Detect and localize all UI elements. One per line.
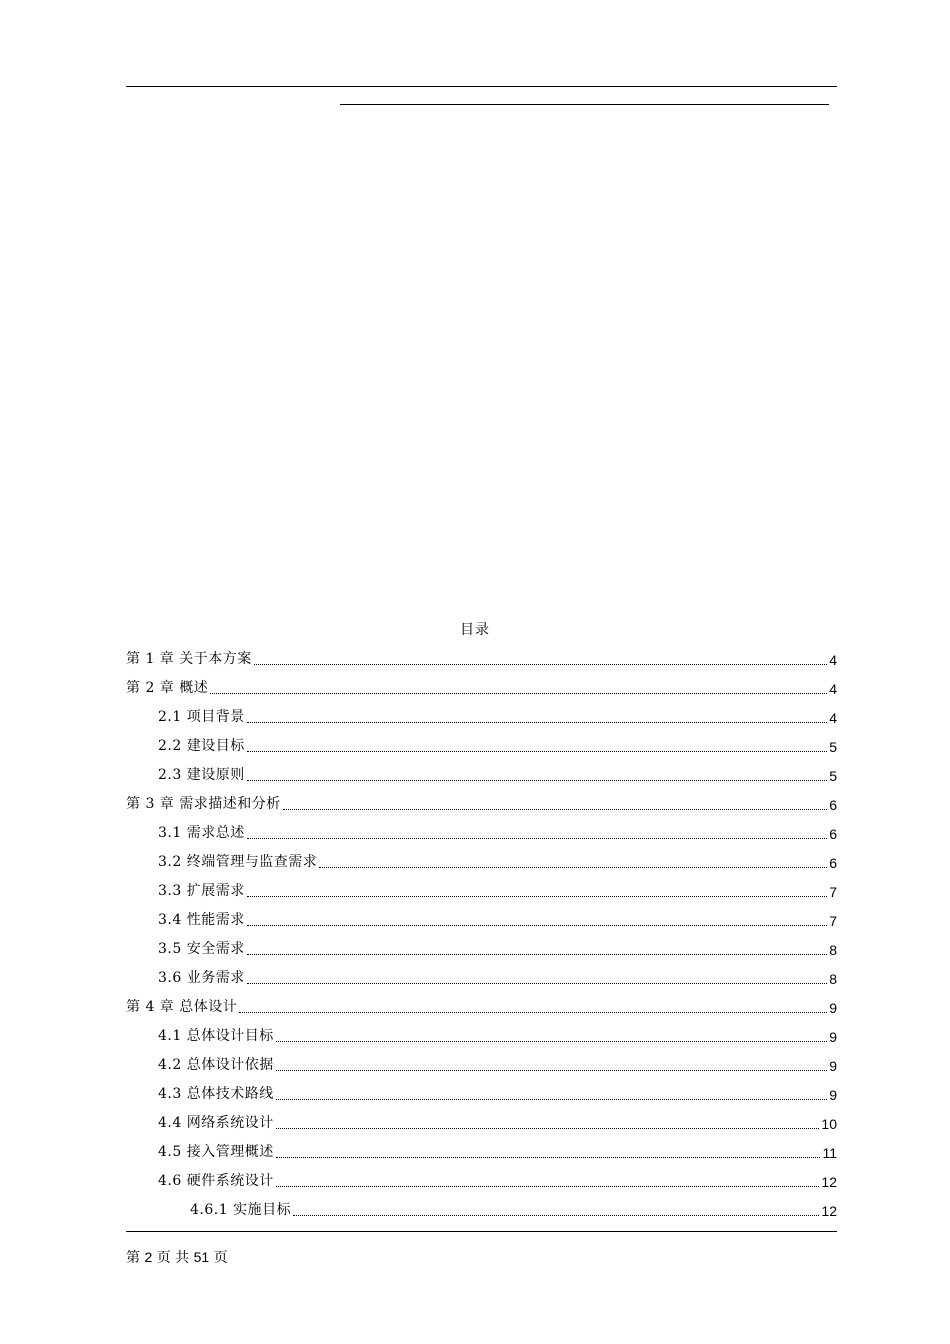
toc-entry-text: 4.4 网络系统设计 [158,1115,274,1131]
toc-entry[interactable] [126,702,837,731]
toc-entry[interactable] [126,1108,837,1137]
toc-entry-page: 12 [821,1203,837,1219]
toc-entry-page: 8 [829,971,837,987]
toc-entry[interactable] [126,963,837,992]
toc-entry[interactable] [126,876,837,905]
toc-entry[interactable] [126,789,837,818]
toc-entry-text: 2.1 项目背景 [158,709,245,725]
toc-leader-dots [239,1012,827,1013]
header-rule-second [340,104,829,105]
toc-entry-text: 第 2 章 概述 [126,680,209,696]
footer-rule [126,1231,837,1232]
toc-leader-dots [276,1041,827,1042]
toc-entry[interactable] [126,934,837,963]
footer-total-pages: 51 [193,1249,210,1265]
toc-entry[interactable] [126,1137,837,1166]
toc-entry-page: 9 [829,1029,837,1045]
toc-entry[interactable] [126,905,837,934]
page-footer [126,1247,228,1267]
toc-entry-text: 2.2 建设目标 [158,738,245,754]
toc-entry-page: 10 [821,1116,837,1132]
toc-entry-page: 9 [829,1087,837,1103]
toc-entry-page: 4 [829,710,837,726]
toc-entry-text: 3.6 业务需求 [158,970,245,986]
toc-entry[interactable] [126,673,837,702]
toc-entry-page: 7 [829,913,837,929]
toc-leader-dots [276,1070,827,1071]
toc-entry-text: 第 1 章 关于本方案 [126,651,252,667]
footer-middle: 页 共 [156,1250,190,1266]
toc-entry-text: 3.2 终端管理与监查需求 [158,854,318,870]
toc-entry-page: 9 [829,1058,837,1074]
toc-entry[interactable] [126,1021,837,1050]
toc-leader-dots [247,896,827,897]
toc-entry-page: 7 [829,884,837,900]
toc-title: 目录 [460,622,490,638]
toc-entry-text: 3.5 安全需求 [158,941,245,957]
toc-leader-dots [247,925,827,926]
toc-entry-page: 9 [829,1000,837,1016]
toc-leader-dots [247,751,827,752]
toc-entry-page: 4 [829,681,837,697]
toc-entry[interactable] [126,760,837,789]
toc-entry[interactable] [126,818,837,847]
header-rule-top [126,86,837,87]
toc-leader-dots [210,693,827,694]
toc-entry[interactable] [126,992,837,1021]
toc-leader-dots [276,1157,821,1158]
toc-leader-dots [293,1215,819,1216]
toc-leader-dots [319,867,827,868]
toc-entry-page: 4 [829,652,837,668]
toc-leader-dots [283,809,827,810]
toc-leader-dots [247,780,827,781]
toc-entry-text: 4.6.1 实施目标 [190,1202,292,1218]
table-of-contents [126,644,837,1224]
toc-leader-dots [247,722,827,723]
toc-leader-dots [276,1128,820,1129]
toc-leader-dots [254,664,827,665]
toc-entry-text: 第 3 章 需求描述和分析 [126,796,281,812]
toc-entry-text: 4.6 硬件系统设计 [158,1173,274,1189]
toc-entry-page: 5 [829,768,837,784]
footer-suffix: 页 [213,1250,228,1266]
toc-entry-text: 第 4 章 总体设计 [126,999,238,1015]
toc-entry[interactable] [126,1050,837,1079]
toc-entry[interactable] [126,644,837,673]
toc-entry-text: 3.4 性能需求 [158,912,245,928]
toc-entry-text: 4.2 总体设计依据 [158,1057,274,1073]
toc-leader-dots [276,1099,827,1100]
footer-prefix: 第 [126,1250,140,1266]
toc-entry[interactable] [126,847,837,876]
toc-entry-text: 4.1 总体设计目标 [158,1028,274,1044]
toc-entry-text: 3.3 扩展需求 [158,883,245,899]
toc-entry-page: 5 [829,739,837,755]
toc-entry[interactable] [126,731,837,760]
toc-entry-text: 4.5 接入管理概述 [158,1144,274,1160]
toc-entry-page: 6 [829,855,837,871]
toc-entry-page: 11 [822,1145,837,1161]
toc-leader-dots [247,954,827,955]
toc-entry[interactable] [126,1195,837,1224]
toc-entry-page: 6 [829,826,837,842]
footer-current-page: 2 [144,1249,153,1265]
toc-entry-text: 4.3 总体技术路线 [158,1086,274,1102]
toc-leader-dots [247,983,827,984]
toc-entry-text: 2.3 建设原则 [158,767,245,783]
toc-entry[interactable] [126,1166,837,1195]
toc-entry-page: 6 [829,797,837,813]
toc-entry-page: 12 [821,1174,837,1190]
toc-entry[interactable] [126,1079,837,1108]
toc-entry-page: 8 [829,942,837,958]
toc-leader-dots [276,1186,820,1187]
toc-leader-dots [247,838,827,839]
toc-entry-text: 3.1 需求总述 [158,825,245,841]
